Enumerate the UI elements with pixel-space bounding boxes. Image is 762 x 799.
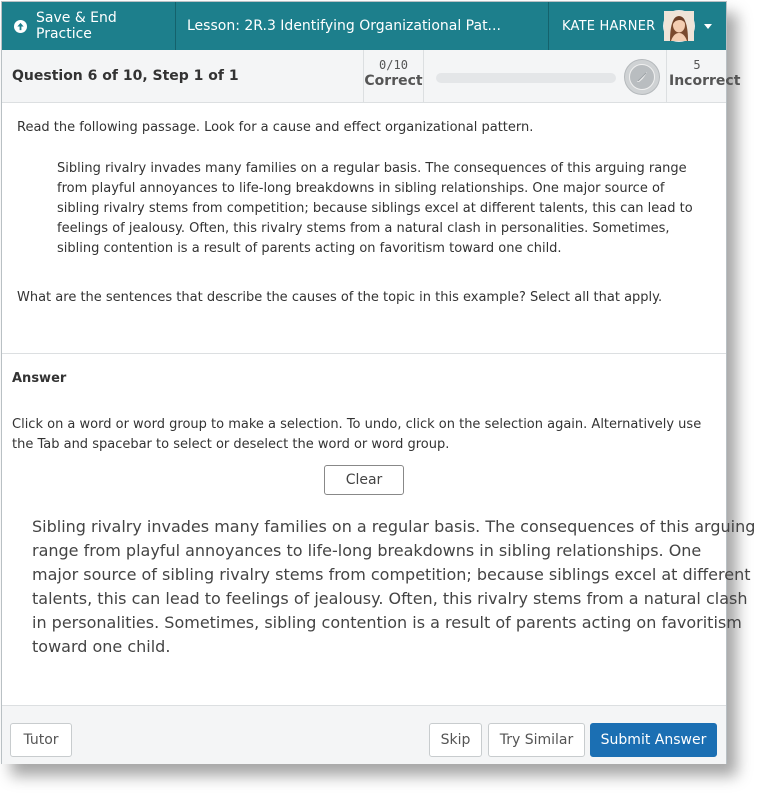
question-prompt: What are the sentences that describe the causes of the topic in this example? Select all that apply.: [17, 290, 663, 305]
progress-bar: [436, 73, 616, 83]
mastery-badge-icon: [624, 59, 660, 95]
selectable-line[interactable]: toward one child.: [32, 637, 171, 656]
clear-button[interactable]: Clear: [324, 465, 404, 495]
passage-line: feelings of jealousy. Often, this rivalry stems from a natural clash in personalities. Sometimes,: [57, 221, 670, 236]
user-avatar: [663, 10, 695, 42]
arrow-up-circle-icon: [14, 20, 27, 33]
selectable-line[interactable]: Sibling rivalry invades many families on a regular basis. The consequences of this arguing: [32, 517, 756, 536]
save-and-end-practice-label: Save & End Practice: [36, 10, 117, 42]
chevron-down-icon: [704, 24, 712, 29]
answer-heading: Answer: [12, 371, 67, 386]
top-bar: [2, 2, 726, 50]
submit-answer-button[interactable]: Submit Answer: [590, 723, 717, 757]
passage-line: sibling rivalry stems from competition; because siblings excel at different talents, this can lead to: [57, 201, 693, 216]
answer-instruction-line: the Tab and spacebar to select or deselect the word or word group.: [12, 437, 450, 452]
selectable-line[interactable]: range from playful annoyances to life-long breakdowns in sibling relationships. One: [32, 541, 702, 560]
correct-label: Correct: [364, 73, 423, 89]
footer-bar: [2, 705, 726, 764]
selectable-line[interactable]: in personalities. Sometimes, sibling contention is a result of parents acting on favoritism: [32, 613, 742, 632]
answer-instruction: [12, 415, 712, 455]
user-menu[interactable]: [548, 2, 726, 50]
status-row: [2, 50, 741, 103]
question-step-info: Question 6 of 10, Step 1 of 1: [12, 68, 239, 84]
try-similar-button[interactable]: Try Similar: [488, 723, 585, 757]
correct-counter: [363, 50, 424, 102]
passage-line: Sibling rivalry invades many families on a regular basis. The consequences of this arguing range: [57, 161, 687, 176]
practice-window: [1, 1, 756, 764]
incorrect-counter: [666, 50, 741, 102]
passage-line: from playful annoyances to life-long breakdowns in sibling relationships. One major source of: [57, 181, 665, 196]
incorrect-label: Incorrect: [669, 73, 741, 89]
skip-button[interactable]: Skip: [429, 723, 482, 757]
user-name: KATE HARNER: [562, 18, 656, 34]
section-divider: [2, 353, 726, 354]
selectable-line[interactable]: major source of sibling rivalry stems from competition; because siblings excel at different: [32, 565, 751, 584]
question-instruction: Read the following passage. Look for a cause and effect organizational pattern.: [17, 120, 534, 135]
lesson-title: Lesson: 2R.3 Identifying Organizational Pat...: [187, 18, 501, 34]
tutor-button[interactable]: Tutor: [10, 723, 72, 757]
save-and-end-practice-button[interactable]: [2, 2, 176, 50]
answer-instruction-line: Click on a word or word group to make a selection. To undo, click on the selection again. Alternatively use: [12, 417, 702, 432]
correct-count: 0/10: [379, 58, 408, 72]
incorrect-count: 5: [693, 58, 701, 72]
reading-passage: [57, 159, 697, 259]
selectable-passage[interactable]: [32, 515, 756, 659]
passage-line: sibling contention is a result of parents acting on favoritism toward one child.: [57, 241, 562, 256]
selectable-line[interactable]: talents, this can lead to feelings of jealousy. Often, this rivalry stems from a natural clash: [32, 589, 748, 608]
